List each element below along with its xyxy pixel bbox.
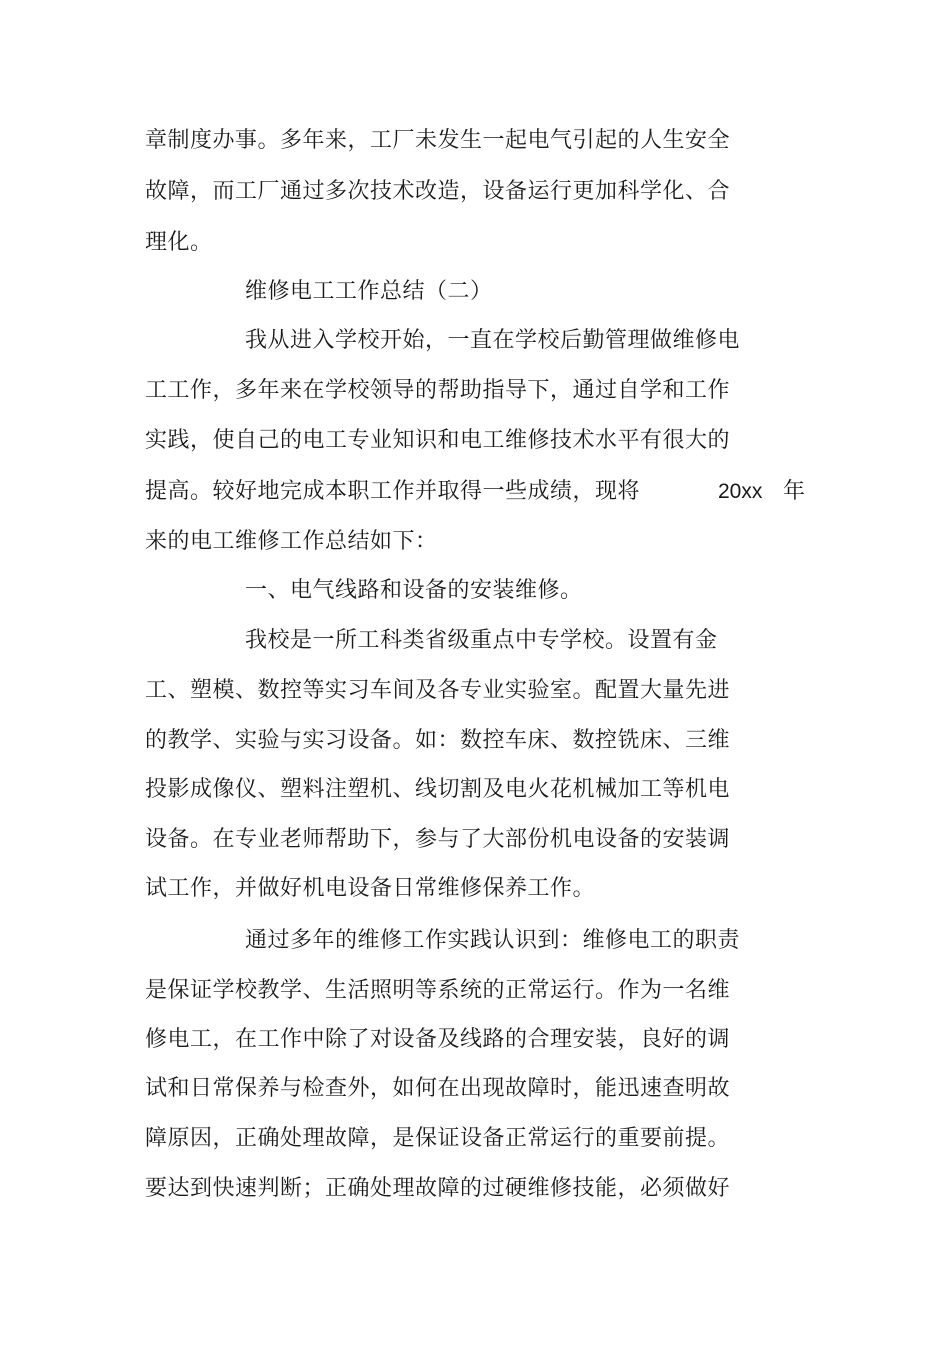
- paragraph-line: 是保证学校教学、生活照明等系统的正常运行。作为一名维: [145, 978, 731, 1003]
- year-value: 20xx: [718, 480, 763, 503]
- paragraph-line: 故障，而工厂通过多次技术改造，设备运行更加科学化、合: [145, 179, 731, 204]
- paragraph-line: 设备。在专业老师帮助下，参与了大部份机电设备的安装调: [145, 827, 731, 852]
- paragraph-line: 的教学、实验与实习设备。如：数控车床、数控铣床、三维: [145, 728, 731, 753]
- paragraph-line: 试工作，并做好机电设备日常维修保养工作。: [145, 876, 596, 901]
- section-heading: 维修电工工作总结（二）: [245, 279, 493, 304]
- paragraph-line: 工工作，多年来在学校领导的帮助指导下，通过自学和工作: [145, 378, 731, 403]
- paragraph-line: 我校是一所工科类省级重点中专学校。设置有金: [245, 628, 718, 653]
- paragraph-line: 来的电工维修工作总结如下：: [145, 529, 438, 554]
- paragraph-line: 理化。: [145, 230, 213, 255]
- paragraph-line: 通过多年的维修工作实践认识到：维修电工的职责: [245, 928, 741, 953]
- year-unit: 年: [783, 479, 806, 504]
- paragraph-line: 实践，使自己的电工专业知识和电工维修技术水平有很大的: [145, 428, 731, 453]
- paragraph-line: 工、塑模、数控等实习车间及各专业实验室。配置大量先进: [145, 678, 731, 703]
- paragraph-line: 障原因，正确处理故障，是保证设备正常运行的重要前提。: [145, 1126, 731, 1151]
- paragraph-line: 我从进入学校开始，一直在学校后勤管理做维修电: [245, 328, 741, 353]
- paragraph-line: 章制度办事。多年来，工厂未发生一起电气引起的人生安全: [145, 128, 731, 153]
- paragraph-line: 要达到快速判断；正确处理故障的过硬维修技能，必须做好: [145, 1176, 731, 1201]
- paragraph-line: 投影成像仪、塑料注塑机、线切割及电火花机械加工等机电: [145, 777, 731, 802]
- subsection-heading: 一、电气线路和设备的安装维修。: [245, 578, 583, 603]
- paragraph-line: 修电工，在工作中除了对设备及线路的合理安装，良好的调: [145, 1027, 731, 1052]
- paragraph-line: 提高。较好地完成本职工作并取得一些成绩，现将: [145, 479, 641, 504]
- paragraph-line: 试和日常保养与检查外，如何在出现故障时，能迅速查明故: [145, 1076, 731, 1101]
